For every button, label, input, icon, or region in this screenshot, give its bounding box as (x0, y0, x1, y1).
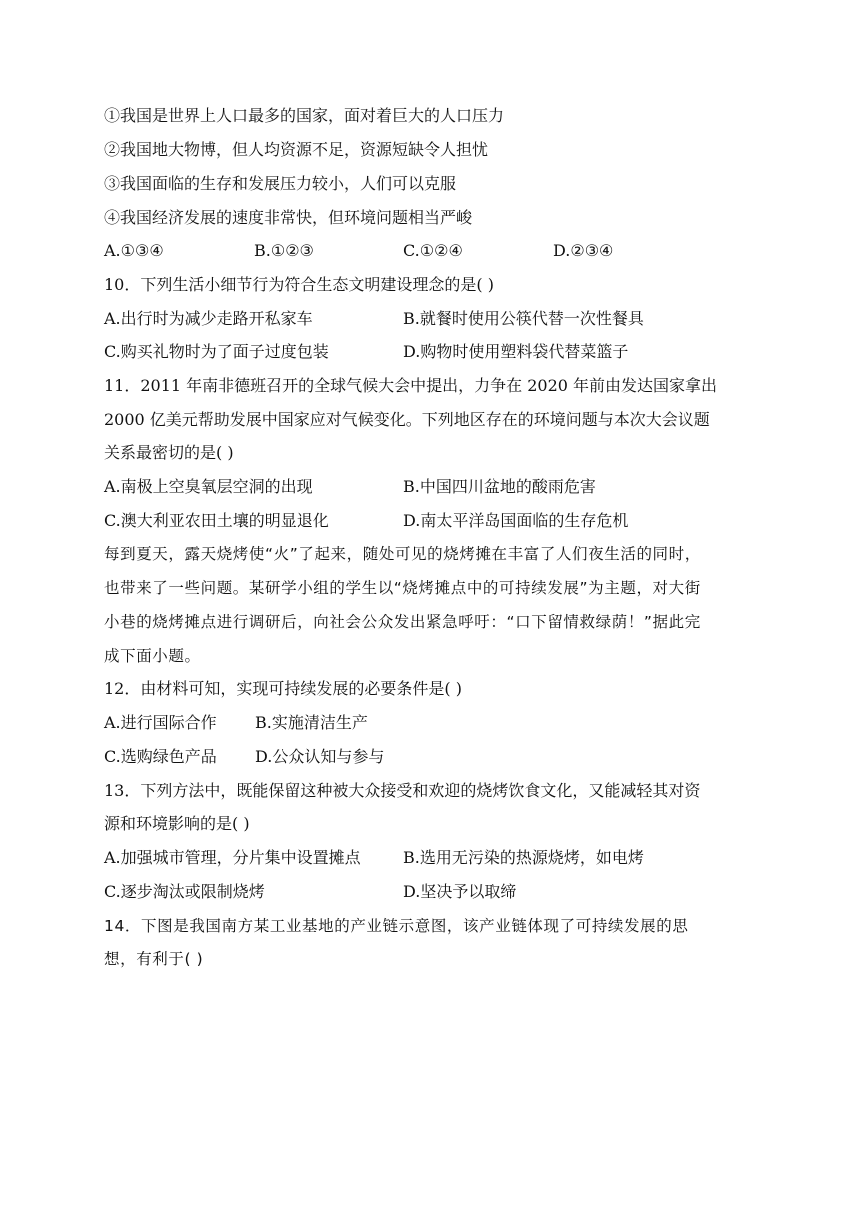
material-line-3: 小巷的烧烤摊点进行调研后，向社会公众发出紧急呼吁：“口下留情救绿荫！”据此完 (104, 613, 701, 631)
q13-stem-line-2: 源和环境影响的是( ) (104, 814, 250, 833)
q11-stem-line-1: 11．2011 年南非德班召开的全球气候大会中提出，力争在 2020 年前由发达国家拿出 (104, 376, 718, 395)
statement-2: ②我国地大物博，但人均资源不足，资源短缺令人担忧 (104, 140, 489, 159)
q11-option-a: A.南极上空臭氧层空洞的出现 (104, 477, 313, 496)
q10-stem: 10．下列生活小细节行为符合生态文明建设理念的是( ) (104, 275, 494, 294)
q13-stem-line-1: 13．下列方法中，既能保留这种被大众接受和欢迎的烧烤饮食文化，又能减轻其对资 (104, 781, 701, 800)
q10-option-a: A.出行时为减少走路开私家车 (104, 309, 313, 328)
statement-1: ①我国是世界上人口最多的国家，面对着巨大的人口压力 (104, 106, 505, 125)
q14-stem-line-1: 14．下图是我国南方某工业基地的产业链示意图，该产业链体现了可持续发展的思 (104, 917, 689, 935)
q12-stem: 12．由材料可知，实现可持续发展的必要条件是( ) (104, 679, 462, 698)
q9-option-b: B.①②③ (254, 241, 314, 260)
material-line-1: 每到夏天，露天烧烤使“火”了起来，随处可见的烧烤摊在丰富了人们夜生活的同时， (104, 545, 701, 563)
statement-4: ④我国经济发展的速度非常快，但环境问题相当严峻 (104, 208, 473, 227)
q10-option-c: C.购买礼物时为了面子过度包装 (104, 342, 329, 361)
q10-option-b: B.就餐时使用公筷代替一次性餐具 (403, 309, 644, 328)
q11-option-c: C.澳大利亚农田土壤的明显退化 (104, 511, 329, 530)
q9-option-c: C.①②④ (403, 241, 463, 260)
statement-3: ③我国面临的生存和发展压力较小，人们可以克服 (104, 174, 457, 193)
q11-stem-line-3: 关系最密切的是( ) (104, 443, 234, 462)
q13-option-b: B.选用无污染的热源烧烤，如电烤 (403, 848, 644, 867)
q11-option-b: B.中国四川盆地的酸雨危害 (403, 477, 596, 496)
material-line-4: 成下面小题。 (104, 647, 201, 665)
q12-option-d: D.公众认知与参与 (255, 747, 385, 766)
q10-option-d: D.购物时使用塑料袋代替菜篮子 (403, 342, 629, 361)
material-line-2: 也带来了一些问题。某研学小组的学生以“烧烤摊点中的可持续发展”为主题，对大街 (104, 579, 701, 597)
q13-option-c: C.逐步淘汰或限制烧烤 (104, 882, 265, 901)
q12-option-b: B.实施清洁生产 (255, 713, 368, 732)
q14-stem-line-2: 想，有利于( ) (104, 950, 204, 968)
q13-option-d: D.坚决予以取缔 (403, 882, 517, 901)
q12-option-a: A.进行国际合作 (104, 713, 217, 732)
q11-stem-line-2: 2000 亿美元帮助发展中国家应对气候变化。下列地区存在的环境问题与本次大会议题 (104, 410, 710, 429)
q9-option-a: A.①③④ (104, 241, 164, 260)
q12-option-c: C.选购绿色产品 (104, 747, 217, 766)
q13-option-a: A.加强城市管理，分片集中设置摊点 (104, 848, 361, 867)
q11-option-d: D.南太平洋岛国面临的生存危机 (403, 511, 629, 530)
q9-option-d: D.②③④ (553, 241, 614, 260)
